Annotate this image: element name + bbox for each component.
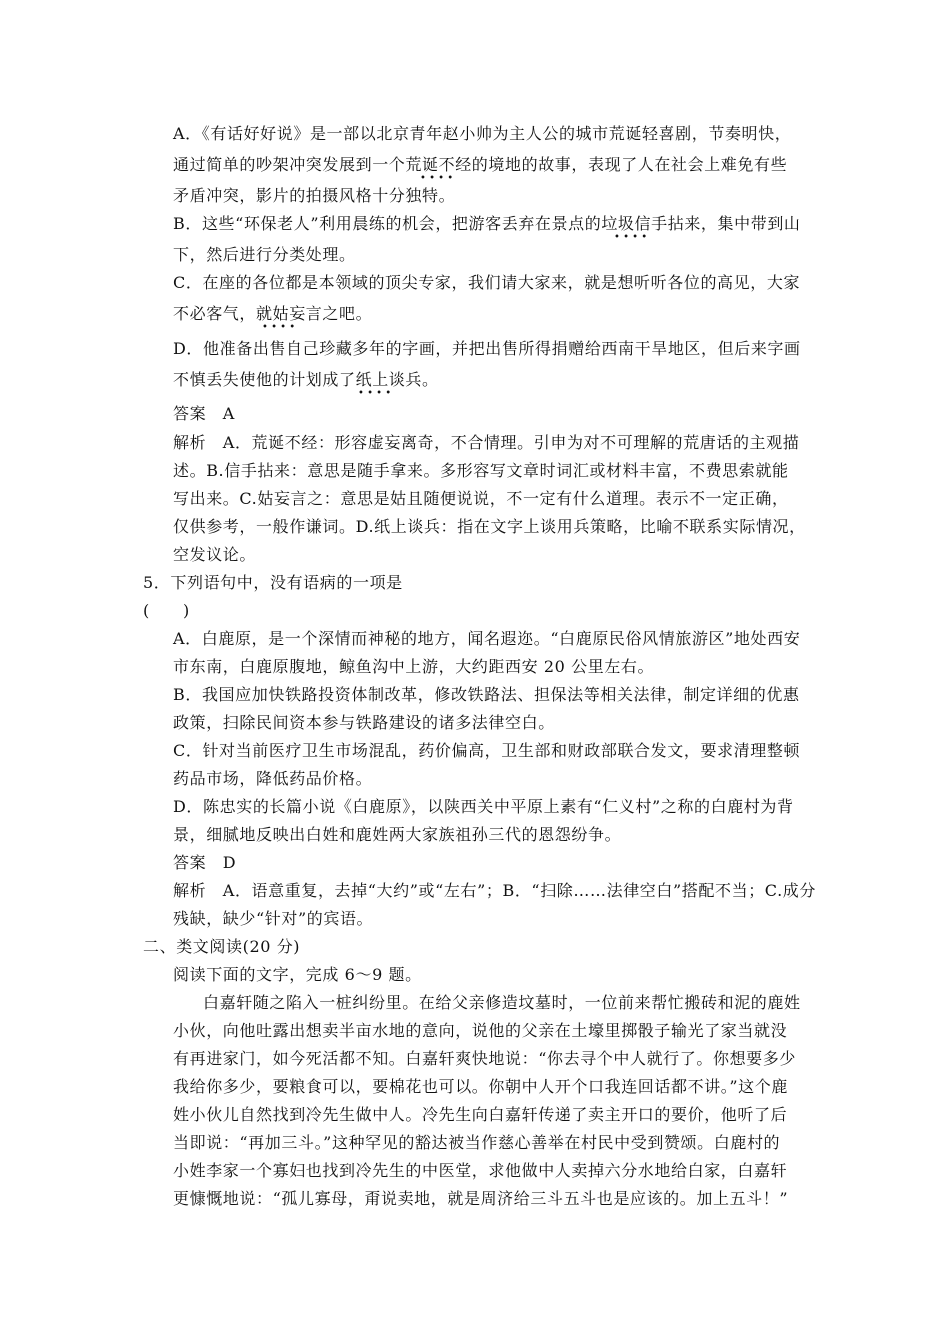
q5-option-c-line-1: C．针对当前医疗卫生市场混乱，药价偏高，卫生部和财政部联合发文，要求清理整顿: [173, 741, 801, 760]
q5-option-d-line-2: 景，细腻地反映出白姓和鹿姓两大家族祖孙三代的恩怨纷争。: [173, 825, 622, 844]
q5-option-a-line-1: A．白鹿原，是一个深情而神秘的地方，闻名遐迩。“白鹿原民俗风情旅游区”地处西安: [173, 629, 801, 648]
q4-option-a-line-1: A．《有话好好说》是一部以北京青年赵小帅为主人公的城市荒诞轻喜剧，节奏明快，: [173, 124, 792, 143]
q4-option-b-line-1: B．这些“环保老人”利用晨练的机会，把游客丢弃在景点的垃圾信手拈来，集中带到山: [173, 214, 801, 233]
q5-option-b-line-2: 政策，扫除民间资本参与铁路建设的诸多法律空白。: [173, 713, 555, 732]
q5-answer: 答案 D: [173, 853, 237, 872]
q4-analysis-line-2: 述。B.信手拈来：意思是随手拿来。多形容写文章时词汇或材料丰富，不费思索就能: [173, 461, 789, 480]
passage-line-1: 白嘉轩随之陷入一桩纠纷里。在给父亲修造坟墓时，一位前来帮忙搬砖和泥的鹿姓: [203, 993, 801, 1012]
emphasis-dots-xinshou: • • • •: [614, 232, 648, 243]
q4-analysis-line-3: 写出来。C.姑妄言之：意思是姑且随便说说，不一定有什么道理。表示不一定正确，: [173, 489, 789, 508]
q5-option-b-line-1: B．我国应加快铁路投资体制改革，修改铁路法、担保法等相关法律，制定详细的优惠: [173, 685, 800, 704]
q4-option-a-line-3: 矛盾冲突，影片的拍摄风格十分独特。: [173, 186, 456, 205]
q4-analysis-line-5: 空发议论。: [173, 545, 257, 564]
q4-answer: 答案 A: [173, 404, 235, 423]
passage-line-4: 我给你多少，要粮食可以，要棉花也可以。你朝中人开个口我连回话都不讲。”这个鹿: [173, 1077, 788, 1096]
emphasis-dots-zhishang: • • • •: [358, 388, 392, 399]
passage-line-3: 有再进家门，如今死活都不知。白嘉轩爽快地说：“你去寻个中人就行了。你想要多少: [173, 1049, 796, 1068]
q5-analysis-line-2: 残缺，缺少“针对”的宾语。: [173, 909, 374, 928]
section-heading: 二、类文阅读(20 分): [143, 937, 301, 956]
q4-option-c-line-1: C．在座的各位都是本领域的顶尖专家，我们请大家来，就是想听听各位的高见，大家: [173, 273, 801, 292]
q5-answer-bracket: ( ): [143, 601, 190, 620]
q4-option-a-line-2: 通过简单的吵架冲突发展到一个荒诞不经的境地的故事，表现了人在社会上难免有些: [173, 155, 788, 174]
passage-line-6: 当即说：“再加三斗。”这种罕见的豁达被当作慈心善举在村民中受到赞颂。白鹿村的: [173, 1133, 781, 1152]
emphasis-dots-guwang: • • • •: [262, 322, 296, 333]
q4-analysis-line-1: 解析 A．荒诞不经：形容虚妄离奇，不合情理。引申为对不可理解的荒唐话的主观描: [173, 433, 800, 452]
q5-option-d-line-1: D．陈忠实的长篇小说《白鹿原》，以陕西关中平原上素有“仁义村”之称的白鹿村为背: [173, 797, 794, 816]
passage-line-5: 姓小伙儿自然找到冷先生做中人。冷先生向白嘉轩传递了卖主开口的要价，他听了后: [173, 1105, 788, 1124]
section-instruction: 阅读下面的文字，完成 6～9 题。: [173, 965, 422, 984]
passage-line-2: 小伙，向他吐露出想卖半亩水地的意向，说他的父亲在土壕里掷骰子输光了家当就没: [173, 1021, 788, 1040]
q4-option-d-line-1: D．他准备出售自己珍藏多年的字画，并把出售所得捐赠给西南干旱地区，但后来字画: [173, 339, 801, 358]
q5-stem: 5．下列语句中，没有语病的一项是: [143, 573, 403, 592]
q4-option-d-line-2: 不慎丢失使他的计划成了纸上谈兵。: [173, 370, 439, 389]
q4-option-b-line-2: 下，然后进行分类处理。: [173, 245, 356, 264]
q4-option-c-line-2: 不必客气，就姑妄言之吧。: [173, 304, 373, 323]
emphasis-dots-huangdan: • • • •: [420, 173, 454, 184]
q5-analysis-line-1: 解析 A．语意重复，去掉“大约”或“左右”；B．“扫除……法律空白”搭配不当；C.成分: [173, 881, 816, 900]
q5-option-c-line-2: 药品市场，降低药品价格。: [173, 769, 373, 788]
q4-analysis-line-4: 仅供参考，一般作谦词。D.纸上谈兵：指在文字上谈用兵策略，比喻不联系实际情况，: [173, 517, 806, 536]
q5-option-a-line-2: 市东南，白鹿原腹地，鲸鱼沟中上游，大约距西安 20 公里左右。: [173, 657, 655, 676]
passage-line-7: 小姓李家一个寡妇也找到冷先生的中医堂，求他做中人卖掉六分水地给白家，白嘉轩: [173, 1161, 788, 1180]
passage-line-8: 更慷慨地说：“孤儿寡母，甭说卖地，就是周济给三斗五斗也是应该的。加上五斗！”: [173, 1189, 789, 1208]
